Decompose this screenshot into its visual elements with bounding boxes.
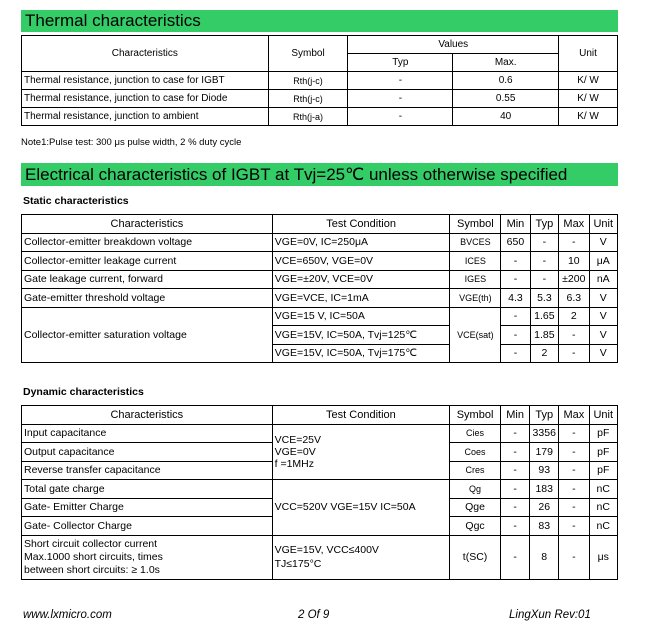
- row-unit: V: [589, 289, 617, 308]
- row-min: -: [500, 535, 529, 579]
- table-row: [22, 270, 618, 289]
- row-typ: 5.3: [530, 289, 558, 308]
- row-min: -: [500, 443, 529, 462]
- col-header-symbol: Symbol: [268, 36, 348, 72]
- footer-page-number: 2 Of 9: [298, 609, 330, 621]
- col-header-unit: Unit: [589, 215, 617, 234]
- static-table: [21, 214, 618, 363]
- capacitance-condition: [272, 424, 450, 480]
- table-row: [22, 108, 618, 126]
- thermal-section-title: Thermal characteristics: [21, 10, 618, 32]
- table-row: [22, 90, 618, 108]
- row-symbol: Qge: [450, 498, 501, 517]
- row-name: Total gate charge: [22, 480, 273, 499]
- row-unit: nC: [589, 517, 617, 536]
- row-unit: nA: [589, 270, 617, 289]
- row-condition: VGE=0V, IC=250μA: [272, 233, 450, 252]
- table-row: [22, 233, 618, 252]
- row-symbol: VGE(th): [450, 289, 501, 308]
- footer-website: www.lxmicro.com: [23, 609, 112, 621]
- row-symbol: Rth(j-c): [268, 90, 348, 108]
- table-row: [22, 252, 618, 271]
- table-row: [22, 480, 618, 499]
- row-symbol: BVCES: [450, 233, 501, 252]
- dynamic-heading: Dynamic characteristics: [23, 386, 144, 398]
- row-unit: pF: [589, 443, 617, 462]
- row-name: Collector-emitter breakdown voltage: [22, 233, 273, 252]
- cap-condition-line: VCE=25V: [274, 433, 322, 446]
- short-circuit-line: between short circuits: ≥ 1.0s: [24, 563, 160, 576]
- col-header-min: Min: [501, 215, 530, 234]
- row-max: -: [559, 424, 589, 443]
- row-symbol: Coes: [450, 443, 501, 462]
- col-header-unit: Unit: [559, 36, 618, 72]
- row-typ: -: [348, 90, 453, 108]
- row-max: 0.6: [453, 72, 559, 90]
- row-min: 650: [501, 233, 530, 252]
- row-condition: VGE=15V, IC=50A, Tvj=125℃: [272, 326, 450, 345]
- row-symbol: IGES: [450, 270, 501, 289]
- row-min: -: [500, 480, 529, 499]
- row-typ: -: [348, 108, 453, 126]
- row-typ: -: [530, 270, 558, 289]
- short-circuit-condition: [272, 535, 450, 579]
- row-unit: V: [589, 233, 617, 252]
- row-max: 10: [559, 252, 589, 271]
- col-header-symbol: Symbol: [450, 215, 501, 234]
- dynamic-table: [21, 405, 618, 580]
- row-symbol: Rth(j-a): [268, 108, 348, 126]
- row-condition: VGE=±20V, VCE=0V: [272, 270, 450, 289]
- row-typ: 179: [530, 443, 559, 462]
- thermal-table: [21, 35, 618, 126]
- row-unit: pF: [589, 424, 617, 443]
- row-typ: 3356: [530, 424, 559, 443]
- row-symbol: Qgc: [450, 517, 501, 536]
- row-min: -: [500, 498, 529, 517]
- col-header-typ: Typ: [530, 406, 559, 425]
- row-name: Input capacitance: [22, 424, 273, 443]
- row-unit: V: [589, 307, 617, 326]
- short-circuit-cond-line: TJ≤175°C: [274, 558, 322, 570]
- col-header-typ: Typ: [530, 215, 558, 234]
- row-max: -: [559, 480, 589, 499]
- row-name: Output capacitance: [22, 443, 273, 462]
- row-typ: 1.85: [530, 326, 558, 345]
- col-header-condition: Test Condition: [272, 406, 450, 425]
- row-symbol: Cies: [450, 424, 501, 443]
- col-header-typ: Typ: [348, 54, 453, 72]
- short-circuit-line: Max.1000 short circuits, times: [24, 550, 163, 563]
- row-max: 6.3: [559, 289, 589, 308]
- row-typ: 1.65: [530, 307, 558, 326]
- row-unit: V: [589, 326, 617, 345]
- saturation-symbol: VCE(sat): [450, 307, 501, 363]
- row-name: Thermal resistance, junction to case for IGBT: [22, 72, 269, 90]
- cap-condition-line: f =1MHz: [274, 457, 315, 470]
- row-max: -: [559, 344, 589, 363]
- row-max: -: [559, 535, 589, 579]
- row-typ: 26: [530, 498, 559, 517]
- row-unit: μA: [589, 252, 617, 271]
- row-unit: K/ W: [559, 108, 618, 126]
- short-circuit-line: Short circuit collector current: [24, 537, 158, 550]
- row-max: -: [559, 233, 589, 252]
- table-row: [22, 72, 618, 90]
- col-header-condition: Test Condition: [272, 215, 450, 234]
- row-typ: -: [348, 72, 453, 90]
- cap-condition-line: VGE=0V: [274, 445, 316, 458]
- col-header-characteristics: Characteristics: [22, 36, 269, 72]
- row-max: -: [559, 443, 589, 462]
- row-name: Collector-emitter leakage current: [22, 252, 273, 271]
- col-header-unit: Unit: [589, 406, 617, 425]
- row-typ: 8: [530, 535, 559, 579]
- col-header-values: Values: [348, 36, 559, 54]
- short-circuit-name: [22, 535, 273, 579]
- row-max: ±200: [559, 270, 589, 289]
- row-condition: VGE=15 V, IC=50A: [272, 307, 450, 326]
- table-row: [22, 307, 618, 326]
- pulse-test-note: Note1:Pulse test: 300 μs pulse width, 2 % duty cycle: [21, 137, 242, 148]
- row-unit: μs: [589, 535, 617, 579]
- row-min: -: [500, 517, 529, 536]
- saturation-name: Collector-emitter saturation voltage: [22, 307, 273, 363]
- col-header-characteristics: Characteristics: [22, 215, 273, 234]
- row-unit: K/ W: [559, 90, 618, 108]
- electrical-section-title: Electrical characteristics of IGBT at Tvj=25℃ unless otherwise specified: [21, 163, 618, 186]
- col-header-max: Max: [559, 215, 589, 234]
- row-min: -: [501, 307, 530, 326]
- row-name: Gate-emitter threshold voltage: [22, 289, 273, 308]
- row-min: 4.3: [501, 289, 530, 308]
- row-symbol: Qg: [450, 480, 501, 499]
- row-condition: VGE=15V, IC=50A, Tvj=175℃: [272, 344, 450, 363]
- col-header-max: Max.: [453, 54, 559, 72]
- row-symbol: Rth(j-c): [268, 72, 348, 90]
- table-row: [22, 289, 618, 308]
- row-min: -: [501, 252, 530, 271]
- row-name: Gate leakage current, forward: [22, 270, 273, 289]
- col-header-characteristics: Characteristics: [22, 406, 273, 425]
- short-circuit-cond-line: VGE=15V, VCC≤400V: [274, 544, 379, 556]
- row-name: Thermal resistance, junction to case for Diode: [22, 90, 269, 108]
- row-name: Thermal resistance, junction to ambient: [22, 108, 269, 126]
- col-header-symbol: Symbol: [450, 406, 501, 425]
- row-unit: nC: [589, 480, 617, 499]
- row-unit: K/ W: [559, 72, 618, 90]
- footer-brand-revision: LingXun Rev:01: [509, 609, 591, 621]
- row-max: -: [559, 461, 589, 480]
- static-heading: Static characteristics: [23, 195, 129, 207]
- row-min: -: [501, 270, 530, 289]
- row-max: -: [559, 498, 589, 517]
- charge-condition: VCC=520V VGE=15V IC=50A: [272, 480, 450, 536]
- row-typ: 183: [530, 480, 559, 499]
- row-unit: nC: [589, 498, 617, 517]
- row-name: Gate- Emitter Charge: [22, 498, 273, 517]
- row-symbol: t(SC): [450, 535, 501, 579]
- row-typ: -: [530, 252, 558, 271]
- row-typ: -: [530, 233, 558, 252]
- row-max: -: [559, 517, 589, 536]
- row-typ: 83: [530, 517, 559, 536]
- table-row: [22, 535, 618, 579]
- row-typ: 93: [530, 461, 559, 480]
- row-max: 0.55: [453, 90, 559, 108]
- table-row: [22, 424, 618, 443]
- row-name: Reverse transfer capacitance: [22, 461, 273, 480]
- row-symbol: Cres: [450, 461, 501, 480]
- row-condition: VCE=650V, VGE=0V: [272, 252, 450, 271]
- row-name: Gate- Collector Charge: [22, 517, 273, 536]
- col-header-max: Max: [559, 406, 589, 425]
- row-min: -: [500, 424, 529, 443]
- col-header-min: Min: [500, 406, 529, 425]
- row-min: -: [500, 461, 529, 480]
- row-condition: VGE=VCE, IC=1mA: [272, 289, 450, 308]
- row-min: -: [501, 326, 530, 345]
- row-max: -: [559, 326, 589, 345]
- row-max: 2: [559, 307, 589, 326]
- row-min: -: [501, 344, 530, 363]
- row-max: 40: [453, 108, 559, 126]
- row-unit: pF: [589, 461, 617, 480]
- row-symbol: ICES: [450, 252, 501, 271]
- row-typ: 2: [530, 344, 558, 363]
- row-unit: V: [589, 344, 617, 363]
